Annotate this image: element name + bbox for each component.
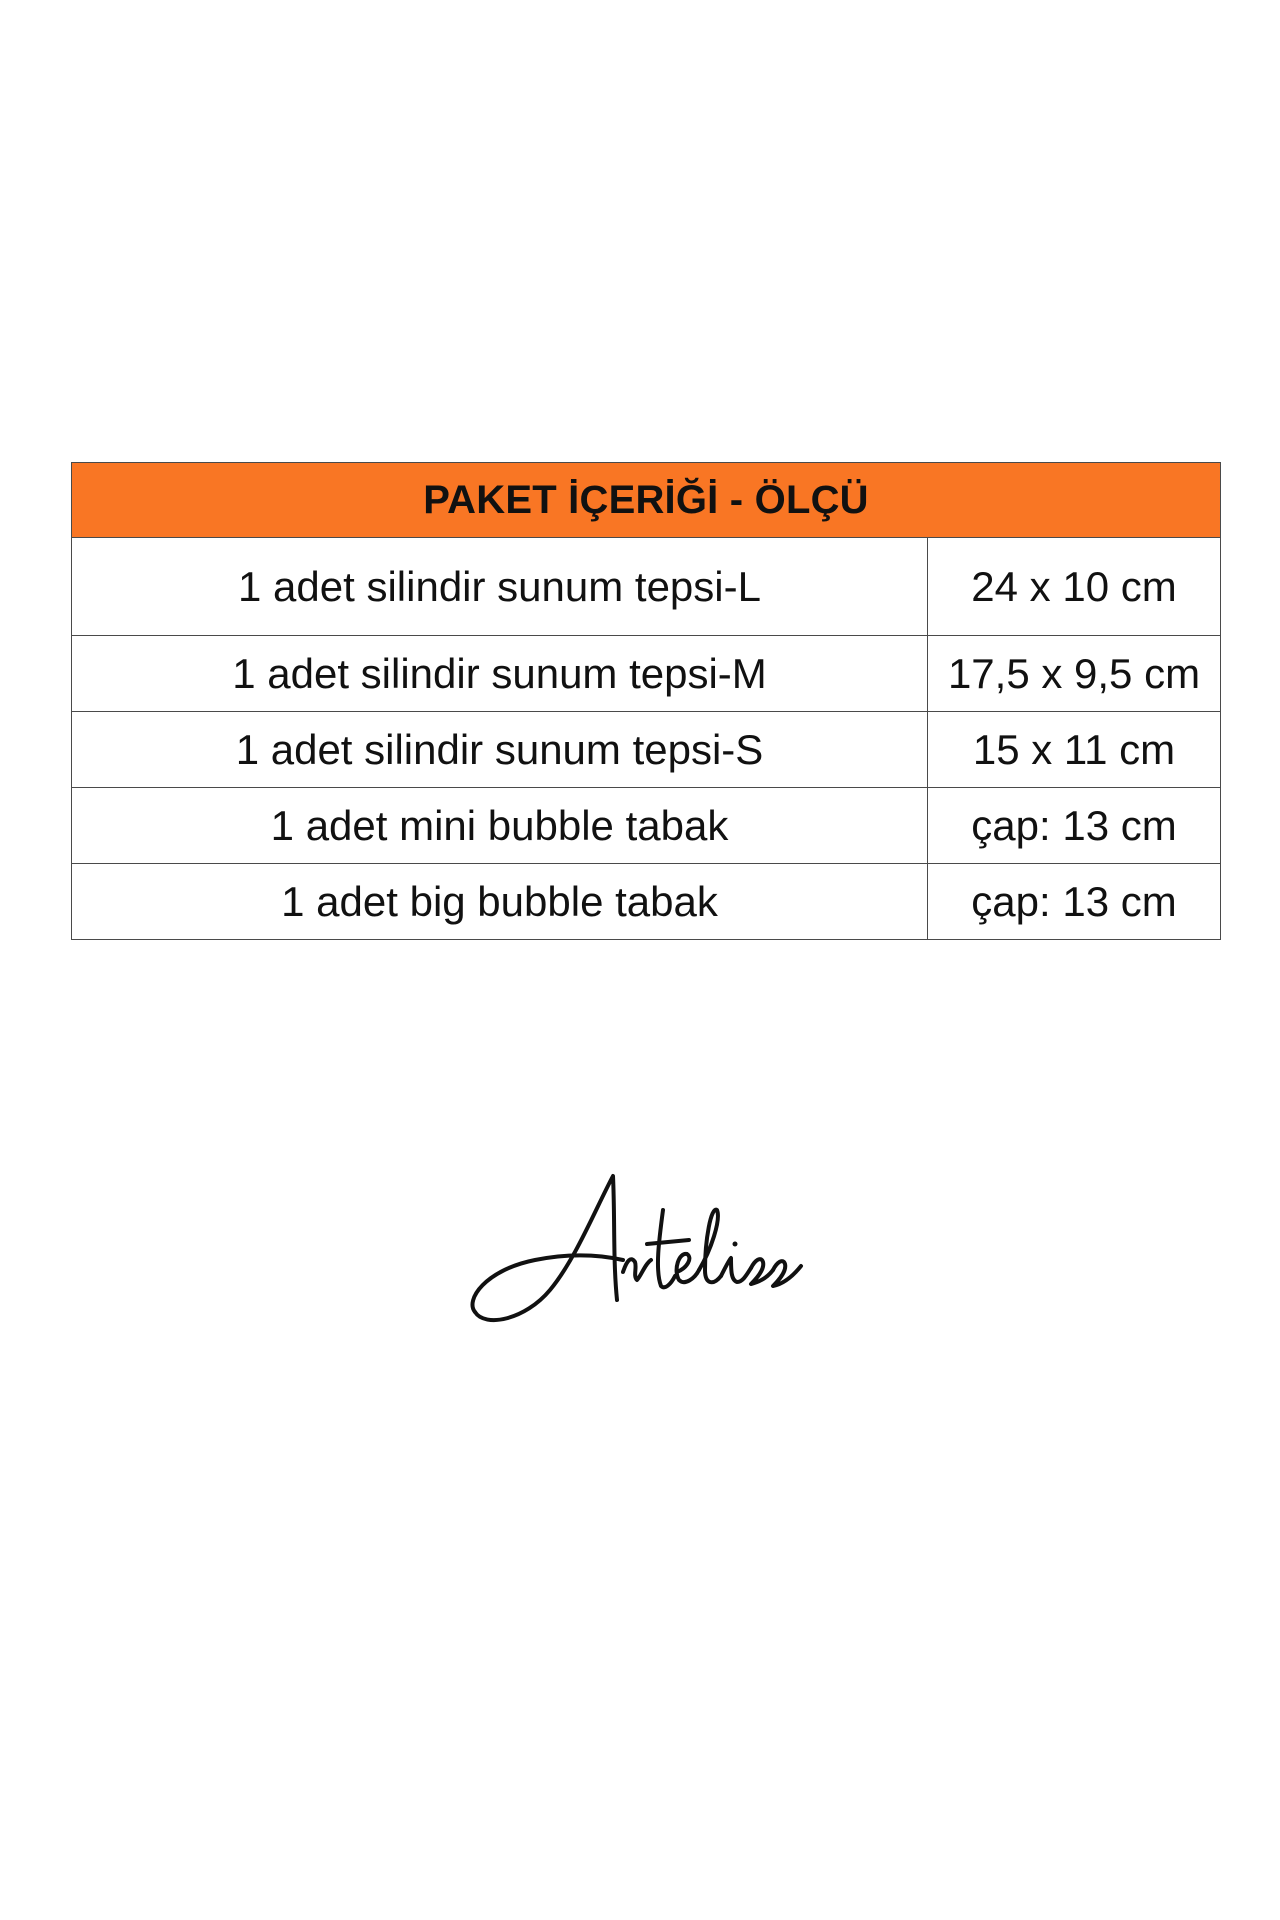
- size-cell: çap: 13 cm: [928, 864, 1221, 940]
- table-row: [72, 712, 1221, 788]
- table-row: [72, 788, 1221, 864]
- table-header-row: [72, 463, 1221, 538]
- item-cell: 1 adet silindir sunum tepsi-L: [72, 538, 928, 636]
- item-cell: 1 adet big bubble tabak: [72, 864, 928, 940]
- item-cell: 1 adet silindir sunum tepsi-M: [72, 636, 928, 712]
- arteliss-logo: [455, 1160, 815, 1340]
- size-cell: 15 x 11 cm: [928, 712, 1221, 788]
- table-row: [72, 538, 1221, 636]
- item-cell: 1 adet mini bubble tabak: [72, 788, 928, 864]
- item-cell: 1 adet silindir sunum tepsi-S: [72, 712, 928, 788]
- size-cell: çap: 13 cm: [928, 788, 1221, 864]
- table-row: [72, 636, 1221, 712]
- size-cell: 24 x 10 cm: [928, 538, 1221, 636]
- table-header: PAKET İÇERİĞİ - ÖLÇÜ: [72, 463, 1221, 538]
- table-row: [72, 864, 1221, 940]
- package-contents-table: [71, 462, 1221, 940]
- size-cell: 17,5 x 9,5 cm: [928, 636, 1221, 712]
